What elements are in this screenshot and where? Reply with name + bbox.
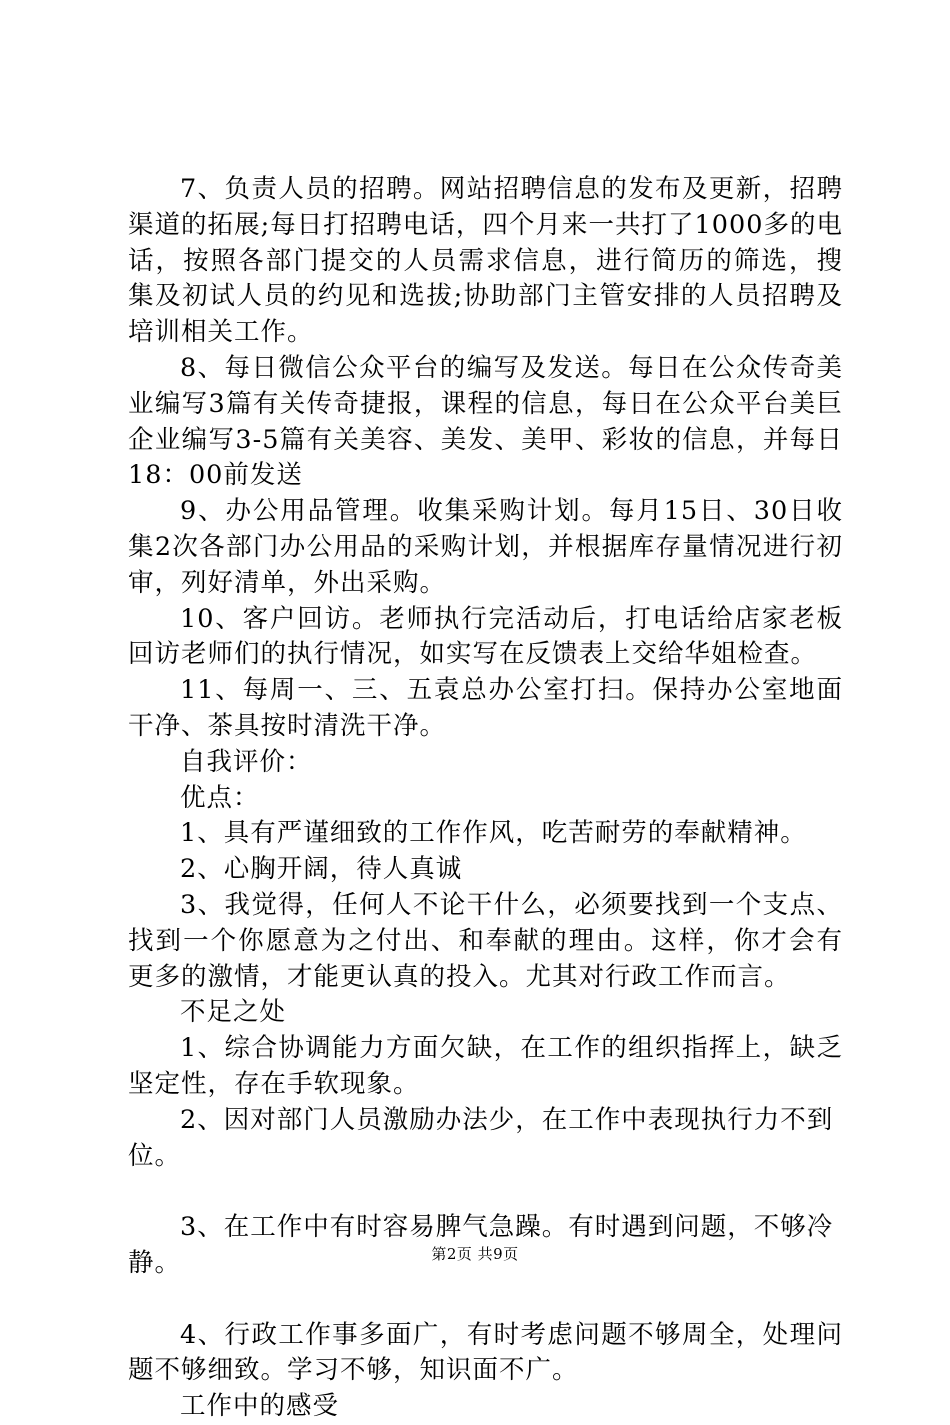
heading-work-feelings: 工作中的感受 [180,1391,340,1422]
paragraph-item-8: 8、每日微信公众平台的编写及发送。每日在公众传奇美业编写3篇有关传奇捷报，课程的信息，每日在公众平台美巨企业编写3-5篇有关美容、美发、美甲、彩妆的信息，并每日18：00前发送 [128,352,843,491]
heading-weaknesses: 不足之处 [180,997,287,1028]
page-number-footer: 第2页 共9页 [431,1245,519,1263]
paragraph-gap [128,1282,843,1318]
strength-item-1: 1、具有严谨细致的工作作风，吃苦耐劳的奉献精神。 [180,818,807,849]
document-body [128,172,843,1425]
paragraph-item-7: 7、负责人员的招聘。网站招聘信息的发布及更新，招聘渠道的拓展;每日打招聘电话，四个月来一共打了1000多的电话，按照各部门提交的人员需求信息，进行简历的筛选，搜集及初试人员的约见和选拔;协助部门主管安排的人员招聘及培训相关工作。 [128,174,843,348]
heading-self-evaluation: 自我评价： [180,746,313,777]
weakness-item-3: 3、在工作中有时容易脾气急躁。有时遇到问题，不够冷静。 [128,1212,834,1278]
paragraph-item-10: 10、客户回访。老师执行完活动后，打电话给店家老板回访老师们的执行情况，如实写在反馈表上交给华姐检查。 [128,603,843,670]
heading-strengths: 优点： [180,782,260,813]
weakness-item-1: 1、综合协调能力方面欠缺，在工作的组织指挥上，缺乏坚定性，存在手软现象。 [128,1033,843,1099]
strength-item-2: 2、心胸开阔，待人真诚 [180,854,463,885]
paragraph-gap [128,1174,843,1210]
weakness-item-2: 2、因对部门人员激励办法少，在工作中表现执行力不到位。 [128,1104,834,1171]
paragraph-item-9: 9、办公用品管理。收集采购计划。每月15日、30日收集2次各部门办公用品的采购计划，并根据库存量情况进行初审，列好清单，外出采购。 [128,496,843,598]
paragraph-item-11: 11、每周一、三、五袁总办公室打扫。保持办公室地面干净、茶具按时清洗干净。 [128,675,843,741]
strength-item-3: 3、我觉得，任何人不论干什么，必须要找到一个支点、找到一个你愿意为之付出、和奉献的理由。这样，你才会有更多的激情，才能更认真的投入。尤其对行政工作而言。 [128,889,843,992]
weakness-item-4: 4、行政工作事多面广，有时考虑问题不够周全，处理问题不够细致。学习不够，知识面不广。 [128,1319,843,1386]
